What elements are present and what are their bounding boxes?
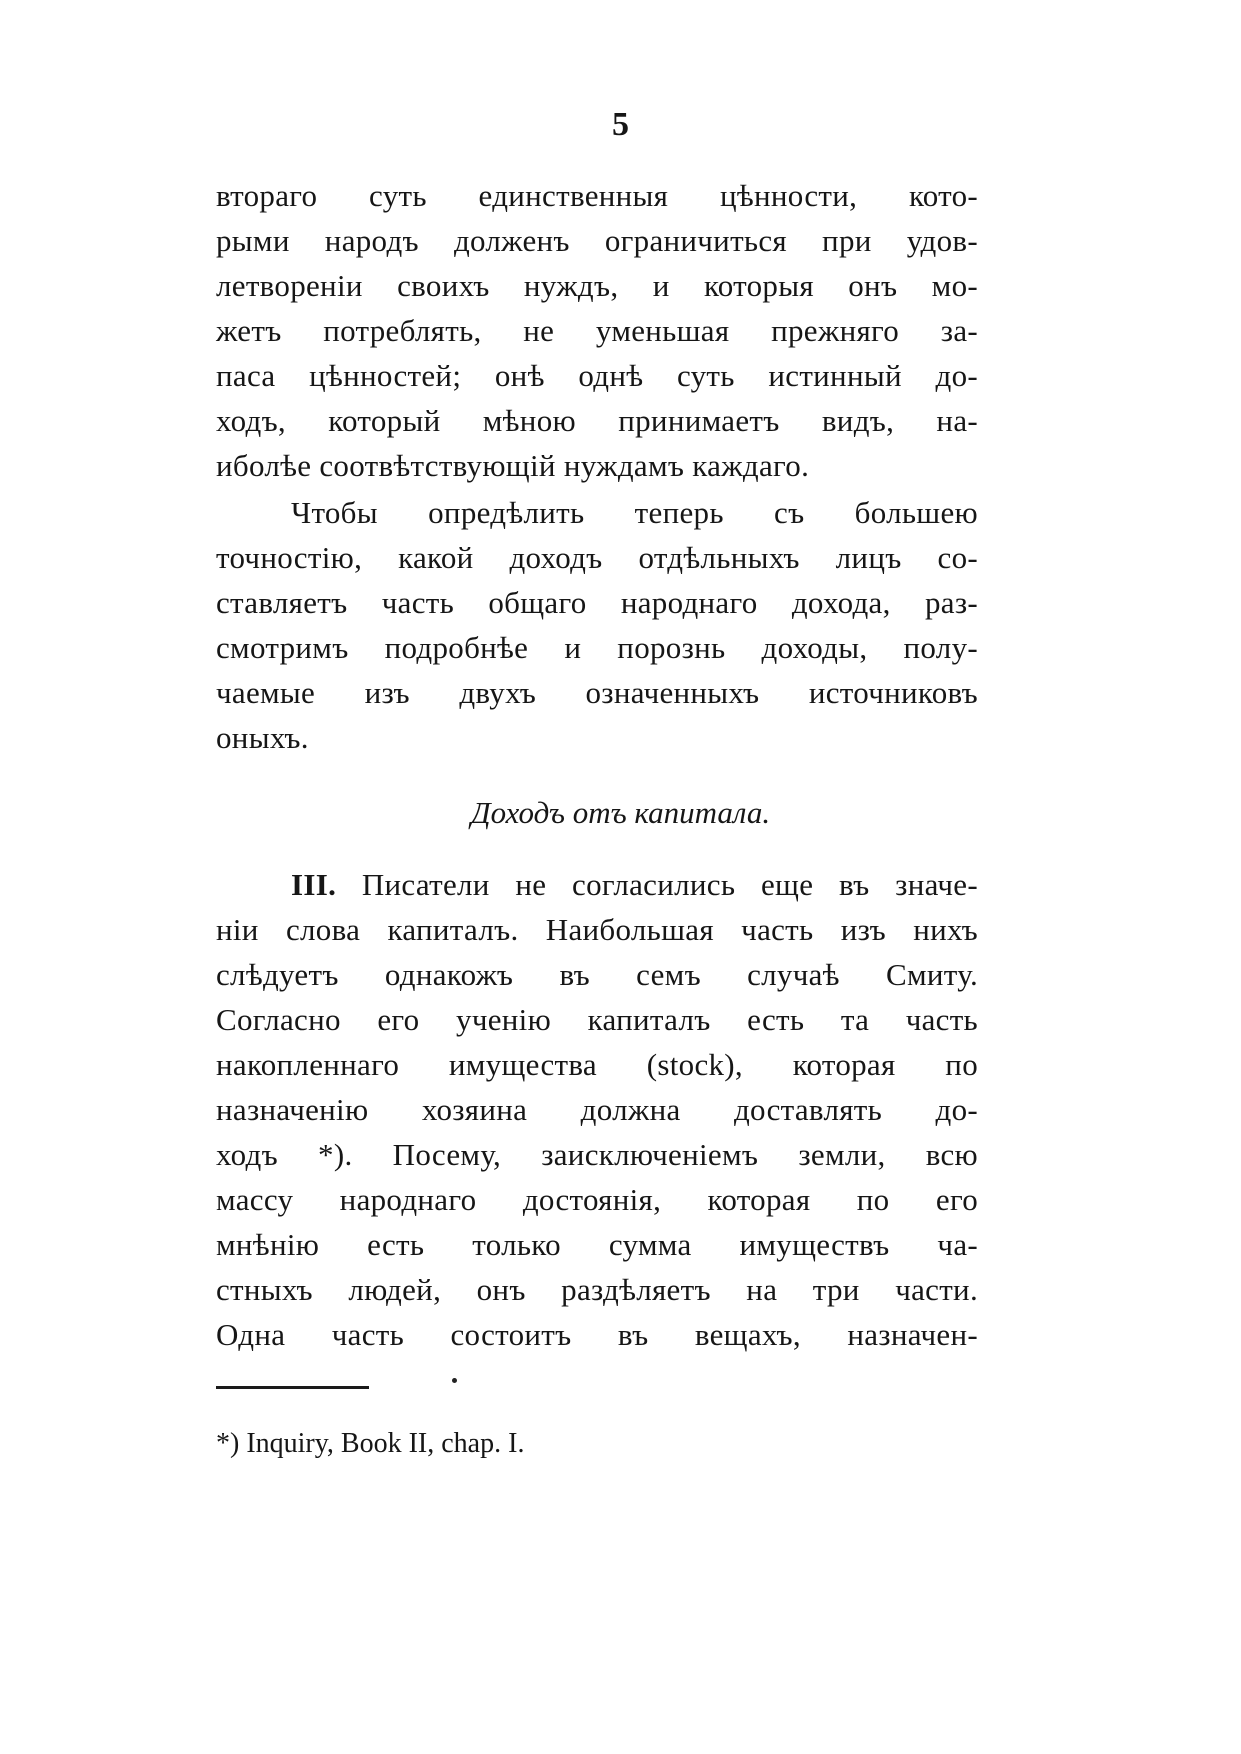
text-line: втораго суть единственныя цѣнности, кото- xyxy=(216,178,978,213)
text-line: точностію, какой доходъ отдѣльныхъ лицъ со- xyxy=(216,540,978,575)
text-line: летвореніи своихъ нуждъ, и которыя онъ мо- xyxy=(216,268,978,303)
text-line: иболѣе соотвѣтствующій нуждамъ каждаго. xyxy=(216,448,810,483)
text-line: оныхъ. xyxy=(216,720,309,755)
text-line: Писатели не согласились еще въ значе- xyxy=(361,867,978,902)
text-line: Чтобы опредѣлить теперь съ большею xyxy=(291,495,978,530)
text-line: слѣдуетъ однакожъ въ семъ случаѣ Смиту. xyxy=(216,957,978,992)
text-line: чаемые изъ двухъ означенныхъ источниковъ xyxy=(216,675,978,710)
section-number: III. xyxy=(291,867,337,902)
section-subheading: Доходъ отъ капитала. xyxy=(470,795,771,830)
footnote: *) Inquiry, Book II, chap. I. xyxy=(216,1428,525,1459)
text-line: ходъ, который мѣною принимаетъ видъ, на- xyxy=(216,403,978,438)
text-line: Согласно его ученію капиталъ есть та часть xyxy=(216,1002,978,1037)
text-line: ніи слова капиталъ. Наибольшая часть изъ нихъ xyxy=(216,912,978,947)
text-line: массу народнаго достоянія, которая по его xyxy=(216,1182,978,1217)
paragraph-capital xyxy=(216,862,978,1357)
text-line: стныхъ людей, онъ раздѣляетъ на три части. xyxy=(216,1272,978,1307)
paragraph-continuation xyxy=(216,173,978,488)
print-speck xyxy=(452,1378,457,1383)
paragraph-income-sources xyxy=(216,490,978,760)
text-line: жетъ потреблять, не уменьшая прежняго за- xyxy=(216,313,978,348)
text-line: Одна часть состоитъ въ вещахъ, назначен- xyxy=(216,1317,978,1352)
text-line: назначенію хозяина должна доставлять до- xyxy=(216,1092,978,1127)
text-line: накопленнаго имущества (stock), которая по xyxy=(216,1047,978,1082)
page-number: 5 xyxy=(612,106,629,143)
text-line-first xyxy=(216,862,978,907)
text-line: ставляетъ часть общаго народнаго дохода, раз- xyxy=(216,585,978,620)
text-line: рыми народъ долженъ ограничиться при удов- xyxy=(216,223,978,258)
footnote-divider xyxy=(216,1386,369,1389)
text-line: ходъ *). Посему, заисключеніемъ земли, всю xyxy=(216,1137,978,1172)
text-line: смотримъ подробнѣе и порознь доходы, полу- xyxy=(216,630,978,665)
text-line: мнѣнію есть только сумма имуществъ ча- xyxy=(216,1227,978,1262)
text-line: паса цѣнностей; онѣ однѣ суть истинный до- xyxy=(216,358,978,393)
